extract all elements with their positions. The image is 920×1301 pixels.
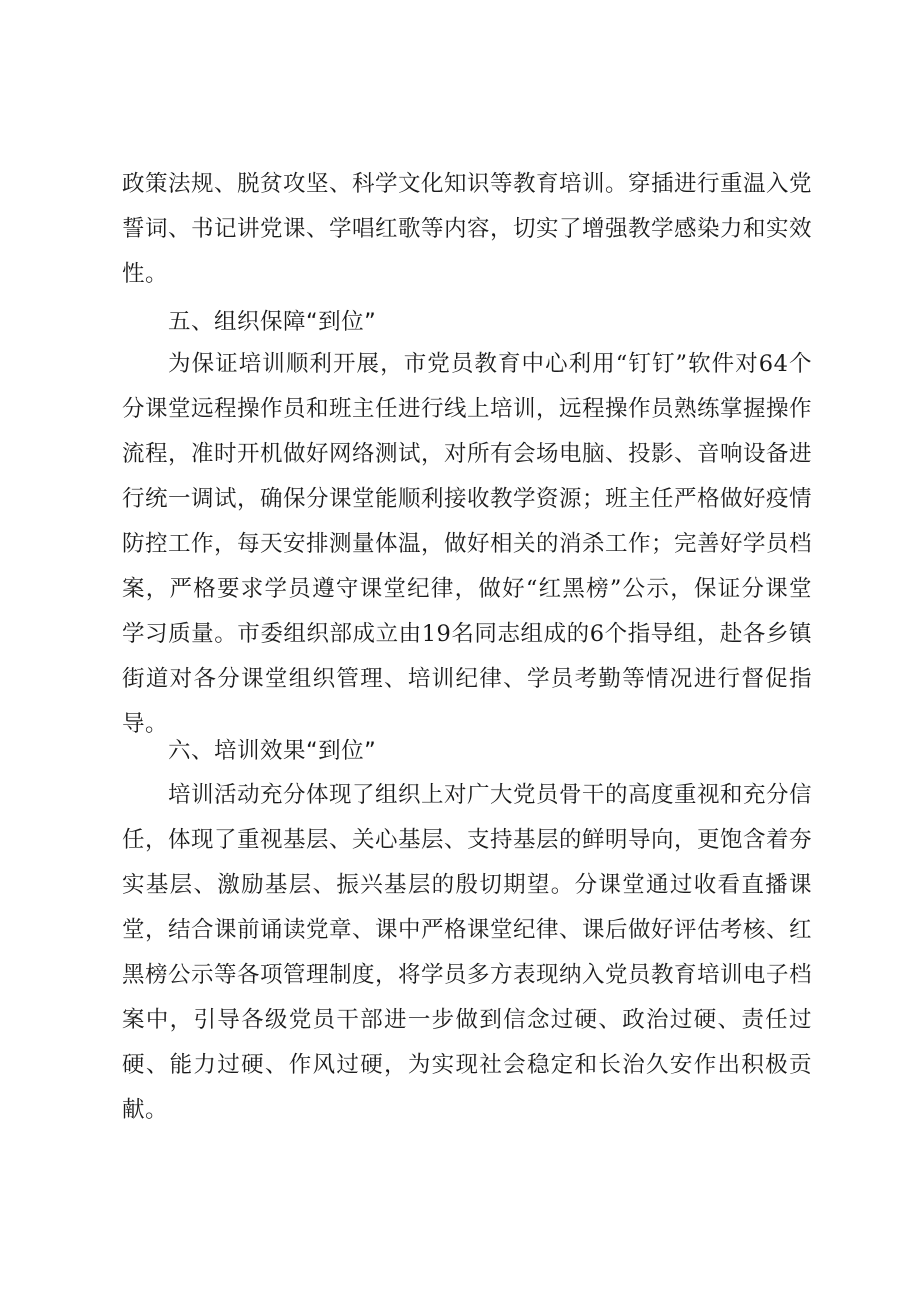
section-heading-organization: 五、组织保障“到位” [168, 309, 377, 335]
paragraph-continued: 政策法规、脱贫攻坚、科学文化知识等教育培训。穿插进行重温入党誓词、书记讲党课、学唱红歌等内容，切实了增强教学感染力和实效性。 [122, 171, 813, 287]
section-heading-effect: 六、培训效果“到位” [168, 738, 377, 764]
paragraph-organization: 为保证培训顺利开展，市党员教育中心利用“钉钉”软件对64个分课堂远程操作员和班主任进行线上培训，远程操作员熟练掌握操作流程，准时开机做好网络测试，对所有会场电脑、投影、音响设备进行统一调试，确保分课堂能顺利接收教学资源；班主任严格做好疫情防控工作，每天安排测量体温，做好相关的消杀工作；完善好学员档案，严格要求学员遵守课堂纪律，做好“红黑榜”公示，保证分课堂学习质量。市委组织部成立由19名同志组成的6个指导组，赴各乡镇街道对各分课堂组织管理、培训纪律、学员考勤等情况进行督促指导。 [122, 351, 813, 737]
paragraph-effect: 培训活动充分体现了组织上对广大党员骨干的高度重视和充分信任，体现了重视基层、关心基层、支持基层的鲜明导向，更饱含着夯实基层、激励基层、振兴基层的殷切期望。分课堂通过收看直播课堂，结合课前诵读党章、课中严格课堂纪律、课后做好评估考核、红黑榜公示等各项管理制度，将学员多方表现纳入党员教育培训电子档案中，引导各级党员干部进一步做到信念过硬、政治过硬、责任过硬、能力过硬、作风过硬，为实现社会稳定和长治久安作出积极贡献。 [122, 782, 813, 1123]
